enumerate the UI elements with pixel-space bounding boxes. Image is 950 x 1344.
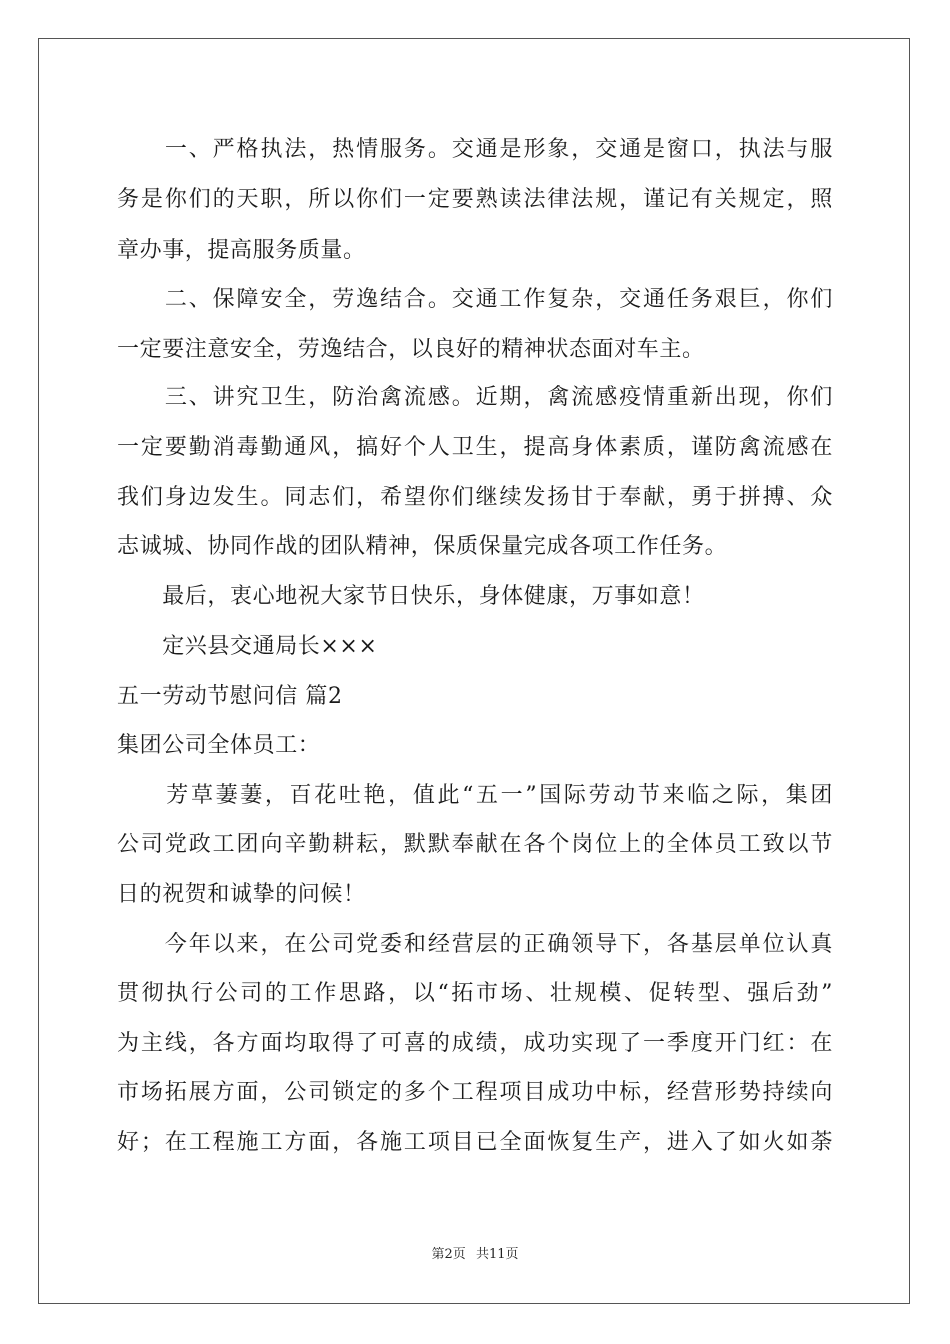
text-line: 一定要注意安全，劳逸结合，以良好的精神状态面对车主。 (117, 337, 705, 362)
page-total: 共11页 (475, 1247, 519, 1262)
page-border (38, 38, 910, 1304)
text-line: 最后，衷心地祝大家节日快乐，身体健康，万事如意！ (117, 584, 705, 609)
text-line: 为主线，各方面均取得了可喜的成绩，成功实现了一季度开门红：在 (117, 1031, 833, 1056)
text-line: 二、保障安全，劳逸结合。交通工作复杂，交通任务艰巨，你们 (117, 287, 833, 312)
text-line: 贯彻执行公司的工作思路，以“拓市场、壮规模、促转型、强后劲” (117, 981, 833, 1006)
text-line: 务是你们的天职，所以你们一定要熟读法律法规，谨记有关规定，照 (117, 187, 833, 212)
section-heading: 五一劳动节慰问信 篇2 (117, 684, 343, 709)
text-line: 志诚城、协同作战的团队精神，保质保量完成各项工作任务。 (117, 534, 728, 559)
text-line: 一、严格执法，热情服务。交通是形象，交通是窗口，执法与服 (117, 137, 833, 162)
text-line: 公司党政工团向辛勤耕耘，默默奉献在各个岗位上的全体员工致以节 (117, 832, 833, 857)
signature-line: 定兴县交通局长××× (117, 634, 378, 659)
text-line: 市场拓展方面，公司锁定的多个工程项目成功中标，经营形势持续向 (117, 1080, 833, 1105)
text-line: 章办事，提高服务质量。 (117, 238, 366, 263)
page-number: 第2页 (431, 1247, 466, 1262)
salutation: 集团公司全体员工： (117, 733, 321, 758)
text-line: 好；在工程施工方面，各施工项目已全面恢复生产，进入了如火如荼 (117, 1130, 833, 1155)
text-line: 芳草萋萋，百花吐艳，值此“五一”国际劳动节来临之际，集团 (117, 783, 833, 808)
text-line: 日的祝贺和诚挚的问候！ (117, 882, 366, 907)
text-line: 三、讲究卫生，防治禽流感。近期，禽流感疫情重新出现，你们 (117, 385, 833, 410)
text-line: 今年以来，在公司党委和经营层的正确领导下，各基层单位认真 (117, 932, 833, 957)
text-line: 一定要勤消毒勤通风，搞好个人卫生，提高身体素质，谨防禽流感在 (117, 435, 833, 460)
text-line: 我们身边发生。同志们，希望你们继续发扬甘于奉献，勇于拼搏、众 (117, 485, 833, 510)
page-footer (0, 1246, 950, 1264)
